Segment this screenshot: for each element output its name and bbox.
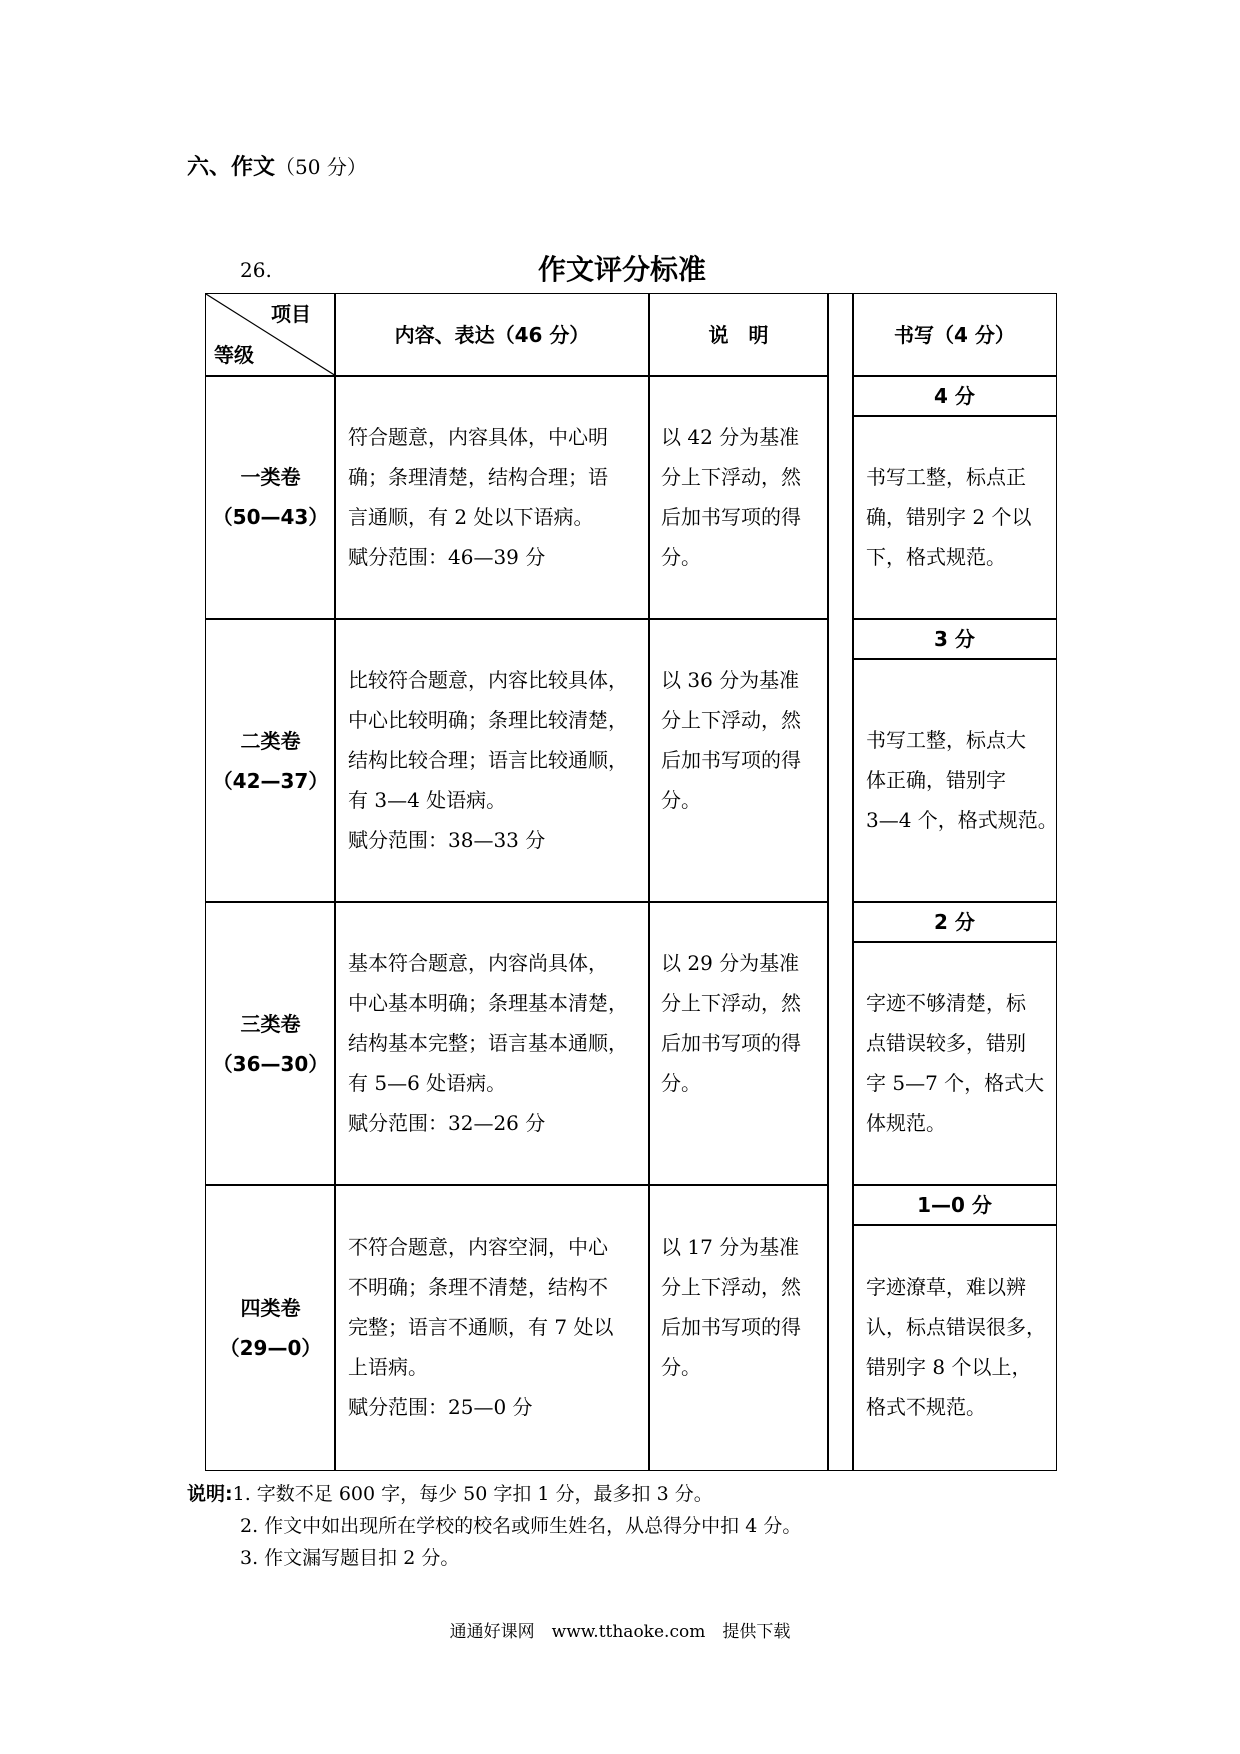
content-line: 中心比较明确；条理比较清楚， [348, 708, 628, 732]
content-line: 言通顺，有 2 处以下语病。 [348, 505, 594, 529]
grade-range: （50—43） [212, 505, 329, 529]
content-line: 结构比较合理；语言比较通顺， [348, 748, 628, 772]
grade-name: 二类卷 [240, 729, 301, 753]
writing-score: 2 分 [934, 910, 975, 934]
note-item-3: 3. 作文漏写题目扣 2 分。 [240, 1547, 460, 1569]
writing-line: 书写工整，标点大 [866, 728, 1026, 752]
content-line: 基本符合题意，内容尚具体， [348, 951, 608, 975]
note-line: 以 17 分为基准 [661, 1235, 800, 1259]
note-line: 后加书写项的得 [661, 748, 801, 772]
note-line: 以 36 分为基准 [661, 668, 800, 692]
grade-name: 三类卷 [240, 1012, 301, 1036]
content-line: 赋分范围：38—33 分 [348, 828, 546, 852]
writing-line: 书写工整，标点正 [866, 465, 1026, 489]
writing-line: 认，标点错误很多， [866, 1315, 1046, 1339]
content-line: 中心基本明确；条理基本清楚， [348, 991, 628, 1015]
writing-line: 3—4 个，格式规范。 [866, 808, 1058, 832]
grade-name: 一类卷 [240, 465, 301, 489]
content-line: 有 3—4 处语病。 [348, 788, 507, 812]
page-footer: 通通好课网 www.tthaoke.com 提供下载 [449, 1622, 791, 1642]
content-line: 不符合题意，内容空洞，中心 [348, 1235, 608, 1259]
note-line: 以 29 分为基准 [661, 951, 800, 975]
header-note: 说 明 [708, 323, 769, 347]
grade-name: 四类卷 [240, 1296, 301, 1320]
writing-line: 格式不规范。 [866, 1395, 986, 1419]
writing-line: 点错误较多，错别 [866, 1031, 1026, 1055]
note-line: 后加书写项的得 [661, 1031, 801, 1055]
note-line: 后加书写项的得 [661, 505, 801, 529]
notes-block [187, 1478, 801, 1574]
note-line: 分。 [661, 788, 701, 812]
header-corner-bottom: 等级 [214, 343, 254, 367]
writing-line: 下，格式规范。 [866, 545, 1006, 569]
header-content: 内容、表达（46 分） [394, 323, 590, 347]
content-line: 结构基本完整；语言基本通顺， [348, 1031, 628, 1055]
note-line: 分。 [661, 1071, 701, 1095]
writing-line: 体正确，错别字 [866, 768, 1006, 792]
writing-line: 字迹潦草，难以辨 [866, 1275, 1026, 1299]
grade-range: （42—37） [212, 769, 329, 793]
content-line: 上语病。 [348, 1355, 428, 1379]
header-writing: 书写（4 分） [894, 323, 1015, 347]
writing-score: 4 分 [934, 384, 975, 408]
separator-column [827, 293, 854, 1471]
note-line: 分。 [661, 1355, 701, 1379]
content-line: 有 5—6 处语病。 [348, 1071, 507, 1095]
writing-line: 字迹不够清楚，标 [866, 991, 1026, 1015]
content-line: 赋分范围：32—26 分 [348, 1111, 546, 1135]
writing-line: 错别字 8 个以上， [866, 1355, 1032, 1379]
content-line: 完整；语言不通顺，有 7 处以 [348, 1315, 614, 1339]
writing-score: 3 分 [934, 627, 975, 651]
table-title: 作文评分标准 [538, 253, 707, 286]
note-line: 分上下浮动，然 [661, 1275, 801, 1299]
note-line: 分上下浮动，然 [661, 991, 801, 1015]
grade-range: （29—0） [219, 1336, 322, 1360]
section-points: （50 分） [275, 155, 367, 179]
writing-score: 1—0 分 [917, 1193, 992, 1217]
note-item-1 [187, 1478, 801, 1510]
section-title: 六、作文 [187, 155, 276, 180]
note-line: 后加书写项的得 [661, 1315, 801, 1339]
note-line: 分上下浮动，然 [661, 465, 801, 489]
section-heading [187, 150, 367, 181]
note-line: 分。 [661, 545, 701, 569]
note-item-2: 2. 作文中如出现所在学校的校名或师生姓名，从总得分中扣 4 分。 [240, 1515, 802, 1537]
note-line: 以 42 分为基准 [661, 425, 800, 449]
note-text: 1. 字数不足 600 字，每少 50 字扣 1 分，最多扣 3 分。 [232, 1483, 713, 1505]
content-line: 符合题意，内容具体，中心明 [348, 425, 608, 449]
writing-line: 体规范。 [866, 1111, 946, 1135]
header-corner-top: 项目 [271, 302, 311, 326]
question-number: 26. [240, 258, 272, 282]
writing-line: 字 5—7 个，格式大 [866, 1071, 1045, 1095]
content-line: 赋分范围：46—39 分 [348, 545, 546, 569]
notes-label: 说明: [187, 1483, 233, 1505]
grade-range: （36—30） [212, 1052, 329, 1076]
note-line: 分上下浮动，然 [661, 708, 801, 732]
content-line: 确；条理清楚，结构合理；语 [348, 465, 608, 489]
content-line: 不明确；条理不清楚，结构不 [348, 1275, 608, 1299]
content-line: 赋分范围：25—0 分 [348, 1395, 533, 1419]
content-line: 比较符合题意，内容比较具体， [348, 668, 628, 692]
writing-line: 确，错别字 2 个以 [866, 505, 1032, 529]
